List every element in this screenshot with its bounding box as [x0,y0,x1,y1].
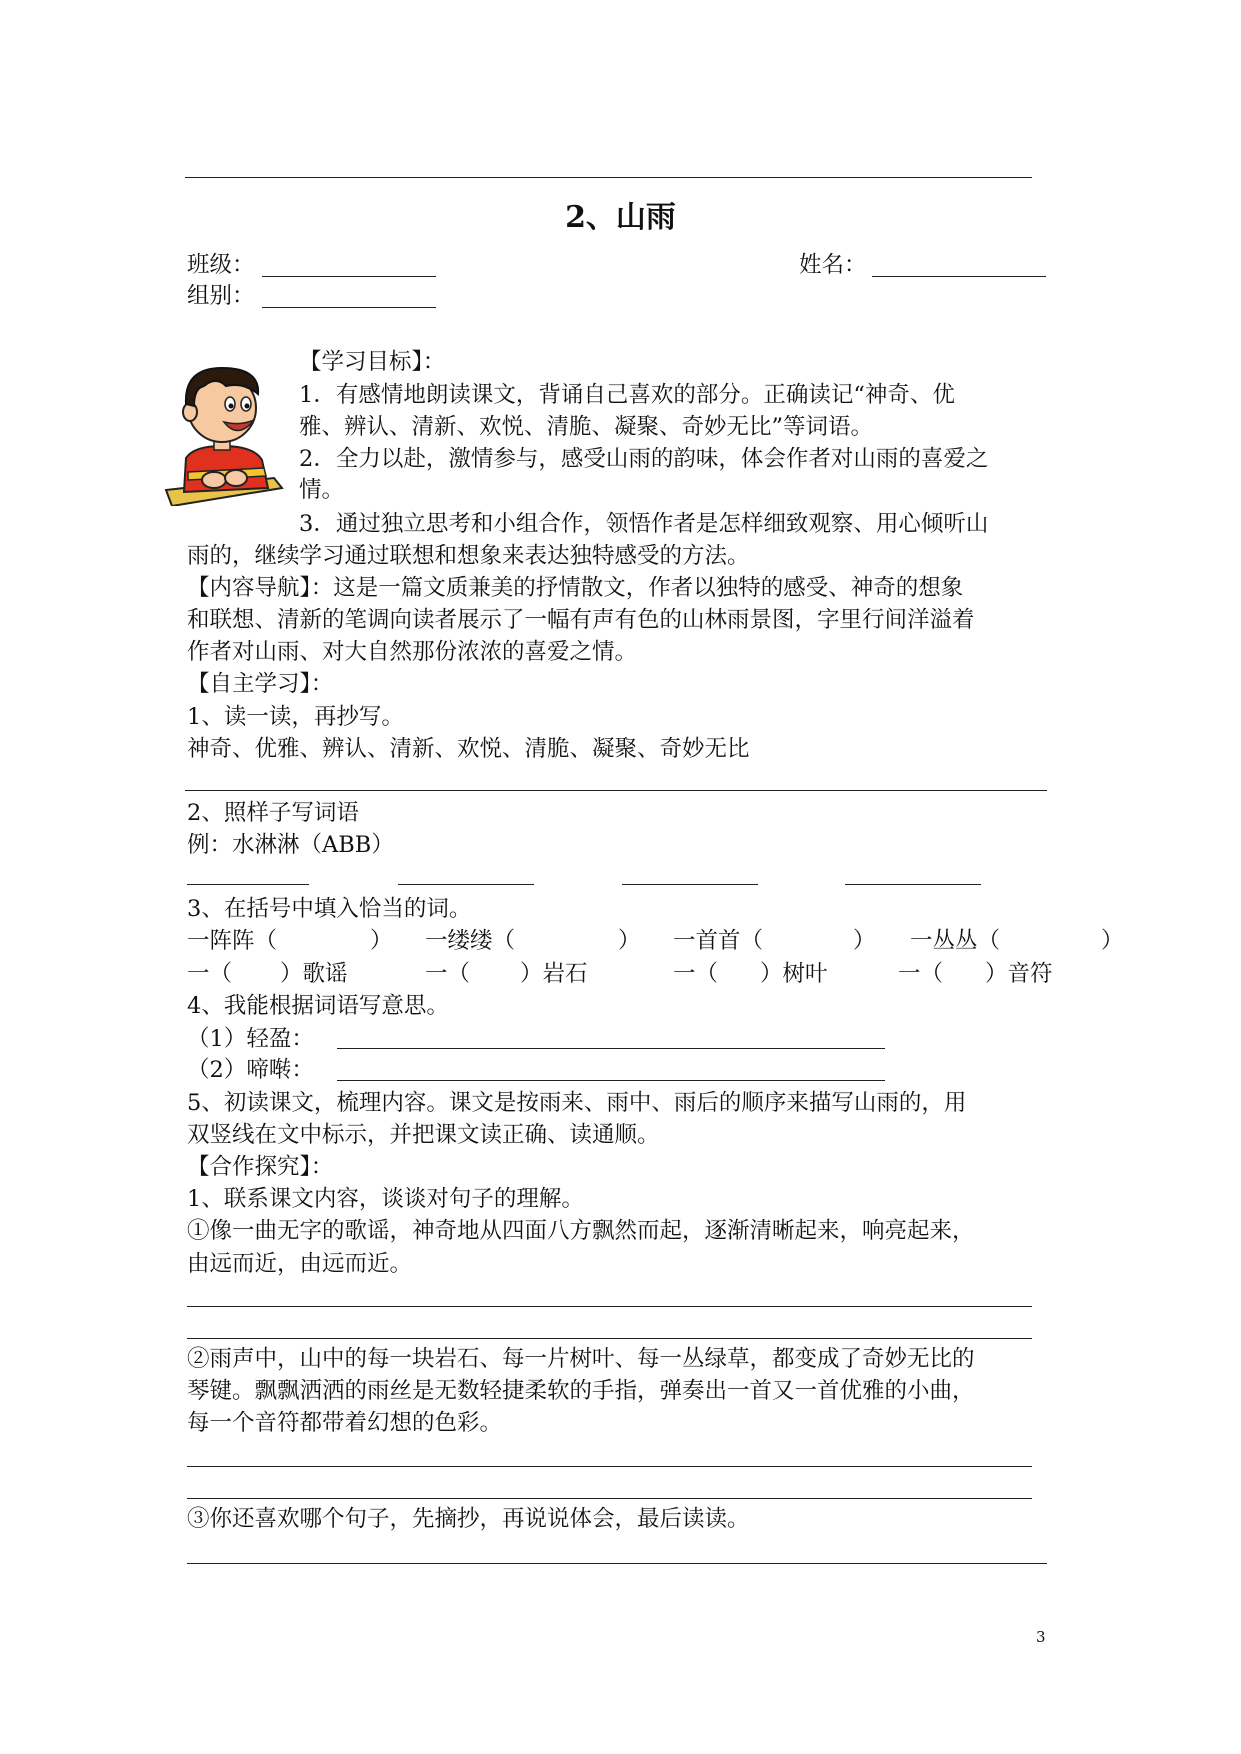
sentence-2-answer-line-2[interactable] [187,1498,1032,1499]
header-rule [185,177,1032,178]
sentence-1-line-2: 由远而近，由远而近。 [187,1251,413,1277]
q1-copy-line[interactable] [185,790,1047,791]
sentence-3-prompt: ③你还喜欢哪个句子，先摘抄，再说说体会，最后读读。 [187,1506,750,1532]
q3-r1-open-4: 一丛丛（ [910,928,1001,954]
guide-line-3: 作者对山雨、对大自然那份浓浓的喜爱之情。 [187,639,638,665]
q3-r1-open-1: 一阵阵（ [187,928,278,954]
class-label: 班级： [187,252,255,278]
group-label: 组别： [187,283,255,309]
sentence-2-line-2: 琴键。飘飘洒洒的雨丝是无数轻捷柔软的手指，弹奏出一首又一首优雅的小曲， [187,1378,975,1404]
q1-prompt: 1、读一读，再抄写。 [187,704,404,730]
q3-r2-open-3: 一（ [673,961,719,987]
q5-line-1: 5、初读课文，梳理内容。课文是按雨来、雨中、雨后的顺序来描写山雨的，用 [187,1090,967,1116]
q3-r2-close-2: ）岩石 [520,961,588,987]
q3-r2-close-3: ）树叶 [760,961,828,987]
q2-answer-1[interactable] [187,884,309,885]
q4-b-label: （2）啼啭： [187,1057,314,1083]
sentence-1-line-1: ①像一曲无字的歌谣，神奇地从四面八方飘然而起，逐渐清晰起来，响亮起来， [187,1218,975,1244]
coop-q1-prompt: 1、联系课文内容，谈谈对句子的理解。 [187,1186,584,1212]
name-blank[interactable] [872,276,1046,277]
q3-r1-open-2: 一缕缕（ [425,928,516,954]
q3-r2-open-2: 一（ [425,961,471,987]
q3-r1-close-3: ） [853,928,876,954]
q2-example: 例：水淋淋（ABB） [187,832,394,858]
guide-line-1: 【内容导航】：这是一篇文质兼美的抒情散文，作者以独特的感受、神奇的想象 [187,575,964,601]
guide-line-2: 和联想、清新的笔调向读者展示了一幅有声有色的山林雨景图，字里行间洋溢着 [187,607,975,633]
q2-prompt: 2、照样子写词语 [187,800,359,826]
page-title: 2、山雨 [565,200,676,235]
cartoon-boy-illustration [164,360,284,506]
q1-words: 神奇、优雅、辨认、清新、欢悦、清脆、凝聚、奇妙无比 [187,736,750,762]
q3-r2-open-4: 一（ [898,961,944,987]
sentence-2-line-3: 每一个音符都带着幻想的色彩。 [187,1410,503,1436]
name-label: 姓名： [799,252,867,278]
q4-b-answer-line[interactable] [337,1080,885,1081]
q4-a-label: （1）轻盈： [187,1026,314,1052]
q3-prompt: 3、在括号中填入恰当的词。 [187,896,472,922]
q2-answer-2[interactable] [398,884,534,885]
coop-heading: 【合作探究】： [187,1154,334,1180]
group-blank[interactable] [262,307,436,308]
objective-3-line-2: 雨的，继续学习通过联想和想象来表达独特感受的方法。 [187,543,750,569]
q4-prompt: 4、我能根据词语写意思。 [187,993,449,1019]
sentence-2-line-1: ②雨声中，山中的每一块岩石、每一片树叶、每一丛绿草，都变成了奇妙无比的 [187,1346,975,1372]
sentence-1-answer-line-1[interactable] [187,1306,1032,1307]
q3-r1-close-1: ） [370,928,393,954]
q3-r2-close-4: ）音符 [985,961,1053,987]
self-study-heading: 【自主学习】： [187,671,334,697]
q3-r1-close-4: ） [1101,928,1124,954]
q2-answer-4[interactable] [845,884,981,885]
sentence-3-answer-line[interactable] [187,1563,1047,1564]
objective-1-line-2: 雅、辨认、清新、欢悦、清脆、凝聚、奇妙无比”等词语。 [299,414,874,440]
objective-2-line-2: 情。 [299,477,345,503]
page-number: 3 [1036,1628,1046,1646]
objective-1-line-1: 1．有感情地朗读课文，背诵自己喜欢的部分。正确读记“神奇、优 [299,382,955,408]
objectives-heading: 【学习目标】： [299,349,446,375]
sentence-1-answer-line-2[interactable] [187,1338,1032,1339]
objective-2-line-1: 2．全力以赴，激情参与，感受山雨的韵味，体会作者对山雨的喜爱之 [299,446,989,472]
class-blank[interactable] [262,276,436,277]
objective-3-line-1: 3．通过独立思考和小组合作，领悟作者是怎样细致观察、用心倾听山 [299,511,989,537]
q4-a-answer-line[interactable] [337,1048,885,1049]
q3-r2-close-1: ）歌谣 [280,961,348,987]
q3-r1-open-3: 一首首（ [673,928,764,954]
q2-answer-3[interactable] [622,884,758,885]
q3-r1-close-2: ） [618,928,641,954]
sentence-2-answer-line-1[interactable] [187,1466,1032,1467]
q5-line-2: 双竖线在文中标示，并把课文读正确、读通顺。 [187,1122,660,1148]
q3-r2-open-1: 一（ [187,961,233,987]
